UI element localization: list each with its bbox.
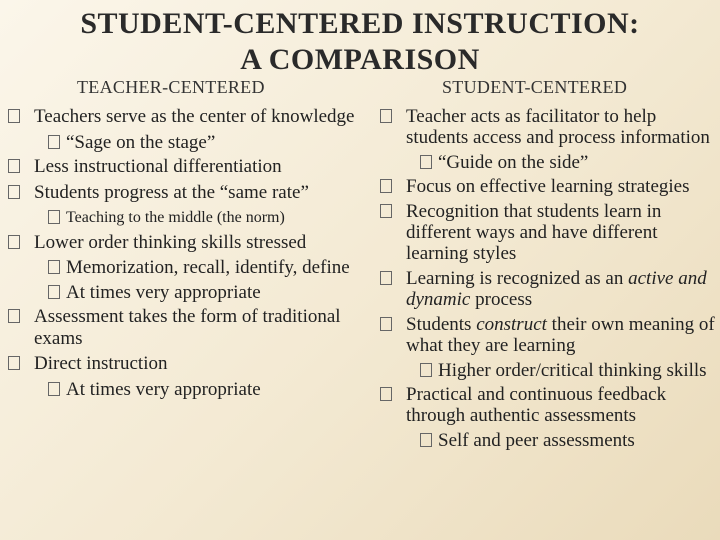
sub-list-item: “Guide on the side” [380, 152, 718, 173]
list-item: Less instructional differentiation [8, 156, 363, 178]
list-item: Students construct their own meaning of what they are learning [380, 314, 718, 356]
sub-list-item: Memorization, recall, identify, define [8, 257, 363, 279]
bullet-box-icon [8, 235, 20, 249]
bullet-box-icon [380, 179, 392, 193]
sub-list-item: Self and peer assessments [380, 430, 718, 451]
bullet-box-icon [48, 260, 60, 274]
bullet-box-icon [420, 155, 432, 169]
list-item: Focus on effective learning strategies [380, 176, 718, 197]
teacher-centered-heading: TEACHER-CENTERED [77, 77, 265, 97]
bullet-box-icon [48, 382, 60, 396]
list-item: Students progress at the “same rate” [8, 182, 363, 204]
title-line-1: STUDENT-CENTERED INSTRUCTION: [80, 7, 640, 40]
bullet-box-icon [48, 285, 60, 299]
bullet-box-icon [380, 387, 392, 401]
list-item: Direct instruction [8, 353, 363, 375]
bullet-box-icon [8, 356, 20, 370]
bullet-box-icon [8, 109, 20, 123]
sub-list-item: At times very appropriate [8, 379, 363, 401]
bullet-box-icon [380, 204, 392, 218]
bullet-box-icon [380, 271, 392, 285]
slide-title [0, 6, 720, 78]
bullet-box-icon [380, 109, 392, 123]
list-item: Recognition that students learn in different ways and have different learning styles [380, 201, 718, 264]
bullet-box-icon [8, 159, 20, 173]
list-item: Teachers serve as the center of knowledge [8, 106, 363, 128]
bullet-box-icon [420, 363, 432, 377]
list-item: Learning is recognized as an active and dynamic process [380, 268, 718, 310]
bullet-box-icon [8, 185, 20, 199]
bullet-box-icon [380, 317, 392, 331]
sub-list-item: Teaching to the middle (the norm) [8, 207, 363, 229]
student-centered-list [380, 106, 718, 454]
list-item: Lower order thinking skills stressed [8, 232, 363, 254]
bullet-box-icon [48, 135, 60, 149]
teacher-centered-list [8, 106, 363, 403]
sub-list-item: At times very appropriate [8, 282, 363, 304]
title-line-2: A COMPARISON [240, 43, 480, 76]
student-centered-heading: STUDENT-CENTERED [442, 77, 628, 97]
sub-list-item: Higher order/critical thinking skills [380, 360, 718, 381]
list-item: Practical and continuous feedback through authentic assessments [380, 384, 718, 426]
bullet-box-icon [420, 433, 432, 447]
sub-list-item: “Sage on the stage” [8, 132, 363, 154]
list-item: Assessment takes the form of traditional exams [8, 306, 363, 349]
bullet-box-icon [48, 210, 60, 224]
list-item: Teacher acts as facilitator to help students access and process information [380, 106, 718, 148]
bullet-box-icon [8, 309, 20, 323]
